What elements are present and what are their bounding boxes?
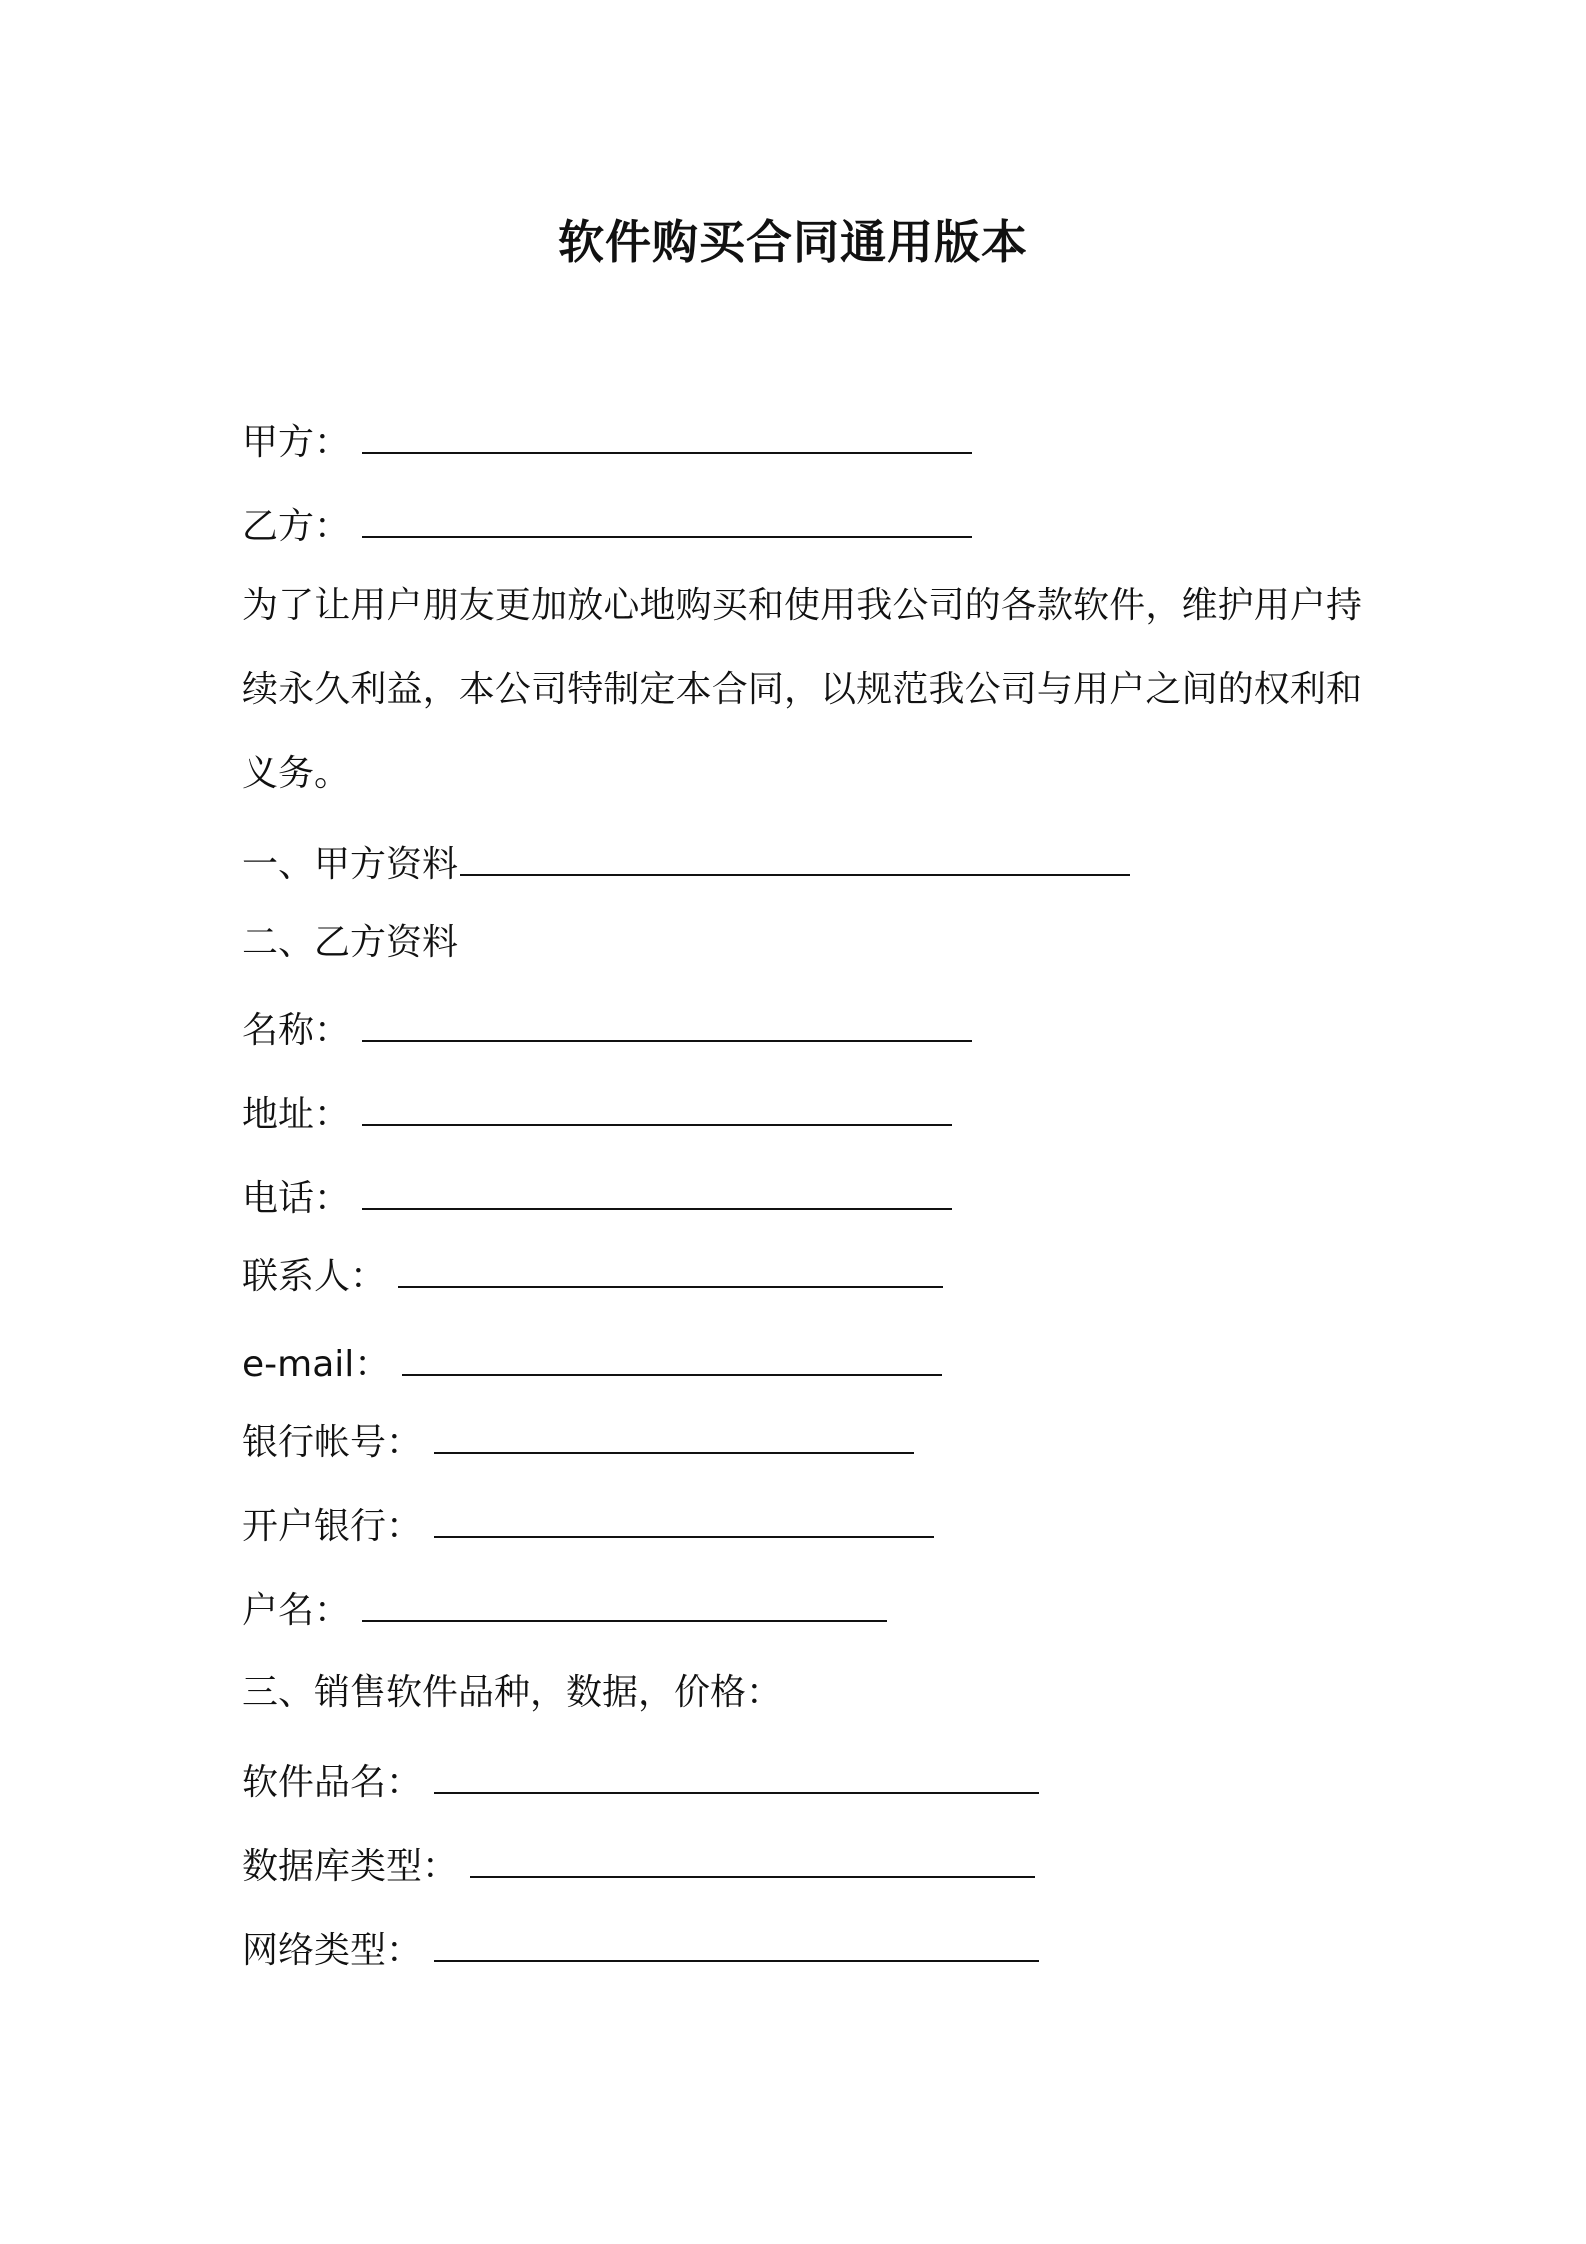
email-label: e-mail： bbox=[242, 1344, 391, 1385]
phone-label: 电话： bbox=[242, 1178, 351, 1219]
address-label: 地址： bbox=[242, 1094, 351, 1135]
phone-line bbox=[242, 1172, 952, 1224]
contact-label: 联系人： bbox=[242, 1256, 387, 1297]
phone-blank[interactable] bbox=[362, 1172, 952, 1210]
section3-heading bbox=[242, 1668, 782, 1718]
party-b-label: 乙方： bbox=[242, 506, 351, 547]
page-title: 软件购买合同通用版本 bbox=[558, 215, 1028, 269]
party-b-line bbox=[242, 500, 972, 552]
software-name-blank[interactable] bbox=[434, 1756, 1039, 1794]
address-blank[interactable] bbox=[362, 1088, 952, 1126]
software-name-label: 软件品名： bbox=[242, 1762, 423, 1803]
party-a-blank[interactable] bbox=[362, 416, 972, 454]
database-type-blank[interactable] bbox=[470, 1840, 1035, 1878]
contact-blank[interactable] bbox=[398, 1250, 943, 1288]
account-name-label: 户名： bbox=[242, 1590, 351, 1631]
database-type-label: 数据库类型： bbox=[242, 1846, 459, 1887]
party-b-blank[interactable] bbox=[362, 500, 972, 538]
address-line bbox=[242, 1088, 952, 1140]
bank-label: 开户银行： bbox=[242, 1506, 423, 1547]
name-blank[interactable] bbox=[362, 1004, 972, 1042]
section3-label: 三、销售软件品种，数据，价格： bbox=[242, 1672, 783, 1713]
section1-label: 一、甲方资料 bbox=[242, 844, 459, 885]
section2-heading bbox=[242, 918, 458, 968]
bank-blank[interactable] bbox=[434, 1500, 934, 1538]
network-type-blank[interactable] bbox=[434, 1924, 1039, 1962]
section2-label: 二、乙方资料 bbox=[242, 922, 459, 963]
software-name-line bbox=[242, 1756, 1039, 1808]
network-type-label: 网络类型： bbox=[242, 1930, 423, 1971]
account-name-blank[interactable] bbox=[362, 1584, 887, 1622]
bank-account-label: 银行帐号： bbox=[242, 1422, 423, 1463]
contact-line bbox=[242, 1250, 943, 1302]
email-blank[interactable] bbox=[402, 1338, 942, 1376]
bank-line bbox=[242, 1500, 934, 1552]
email-line bbox=[242, 1338, 942, 1390]
account-name-line bbox=[242, 1584, 887, 1636]
name-line bbox=[242, 1004, 972, 1056]
name-label: 名称： bbox=[242, 1010, 351, 1051]
party-a-line bbox=[242, 416, 972, 468]
party-a-label: 甲方： bbox=[242, 422, 351, 463]
network-type-line bbox=[242, 1924, 1039, 1976]
section1-blank[interactable] bbox=[460, 838, 1130, 876]
bank-account-blank[interactable] bbox=[434, 1416, 914, 1454]
intro-paragraph: 为了让用户朋友更加放心地购买和使用我公司的各款软件，维护用户持续永久利益，本公司特制定本合同，以规范我公司与用户之间的权利和义务。 bbox=[242, 585, 1362, 794]
section1-line bbox=[242, 838, 1130, 890]
database-type-line bbox=[242, 1840, 1035, 1892]
bank-account-line bbox=[242, 1416, 914, 1468]
